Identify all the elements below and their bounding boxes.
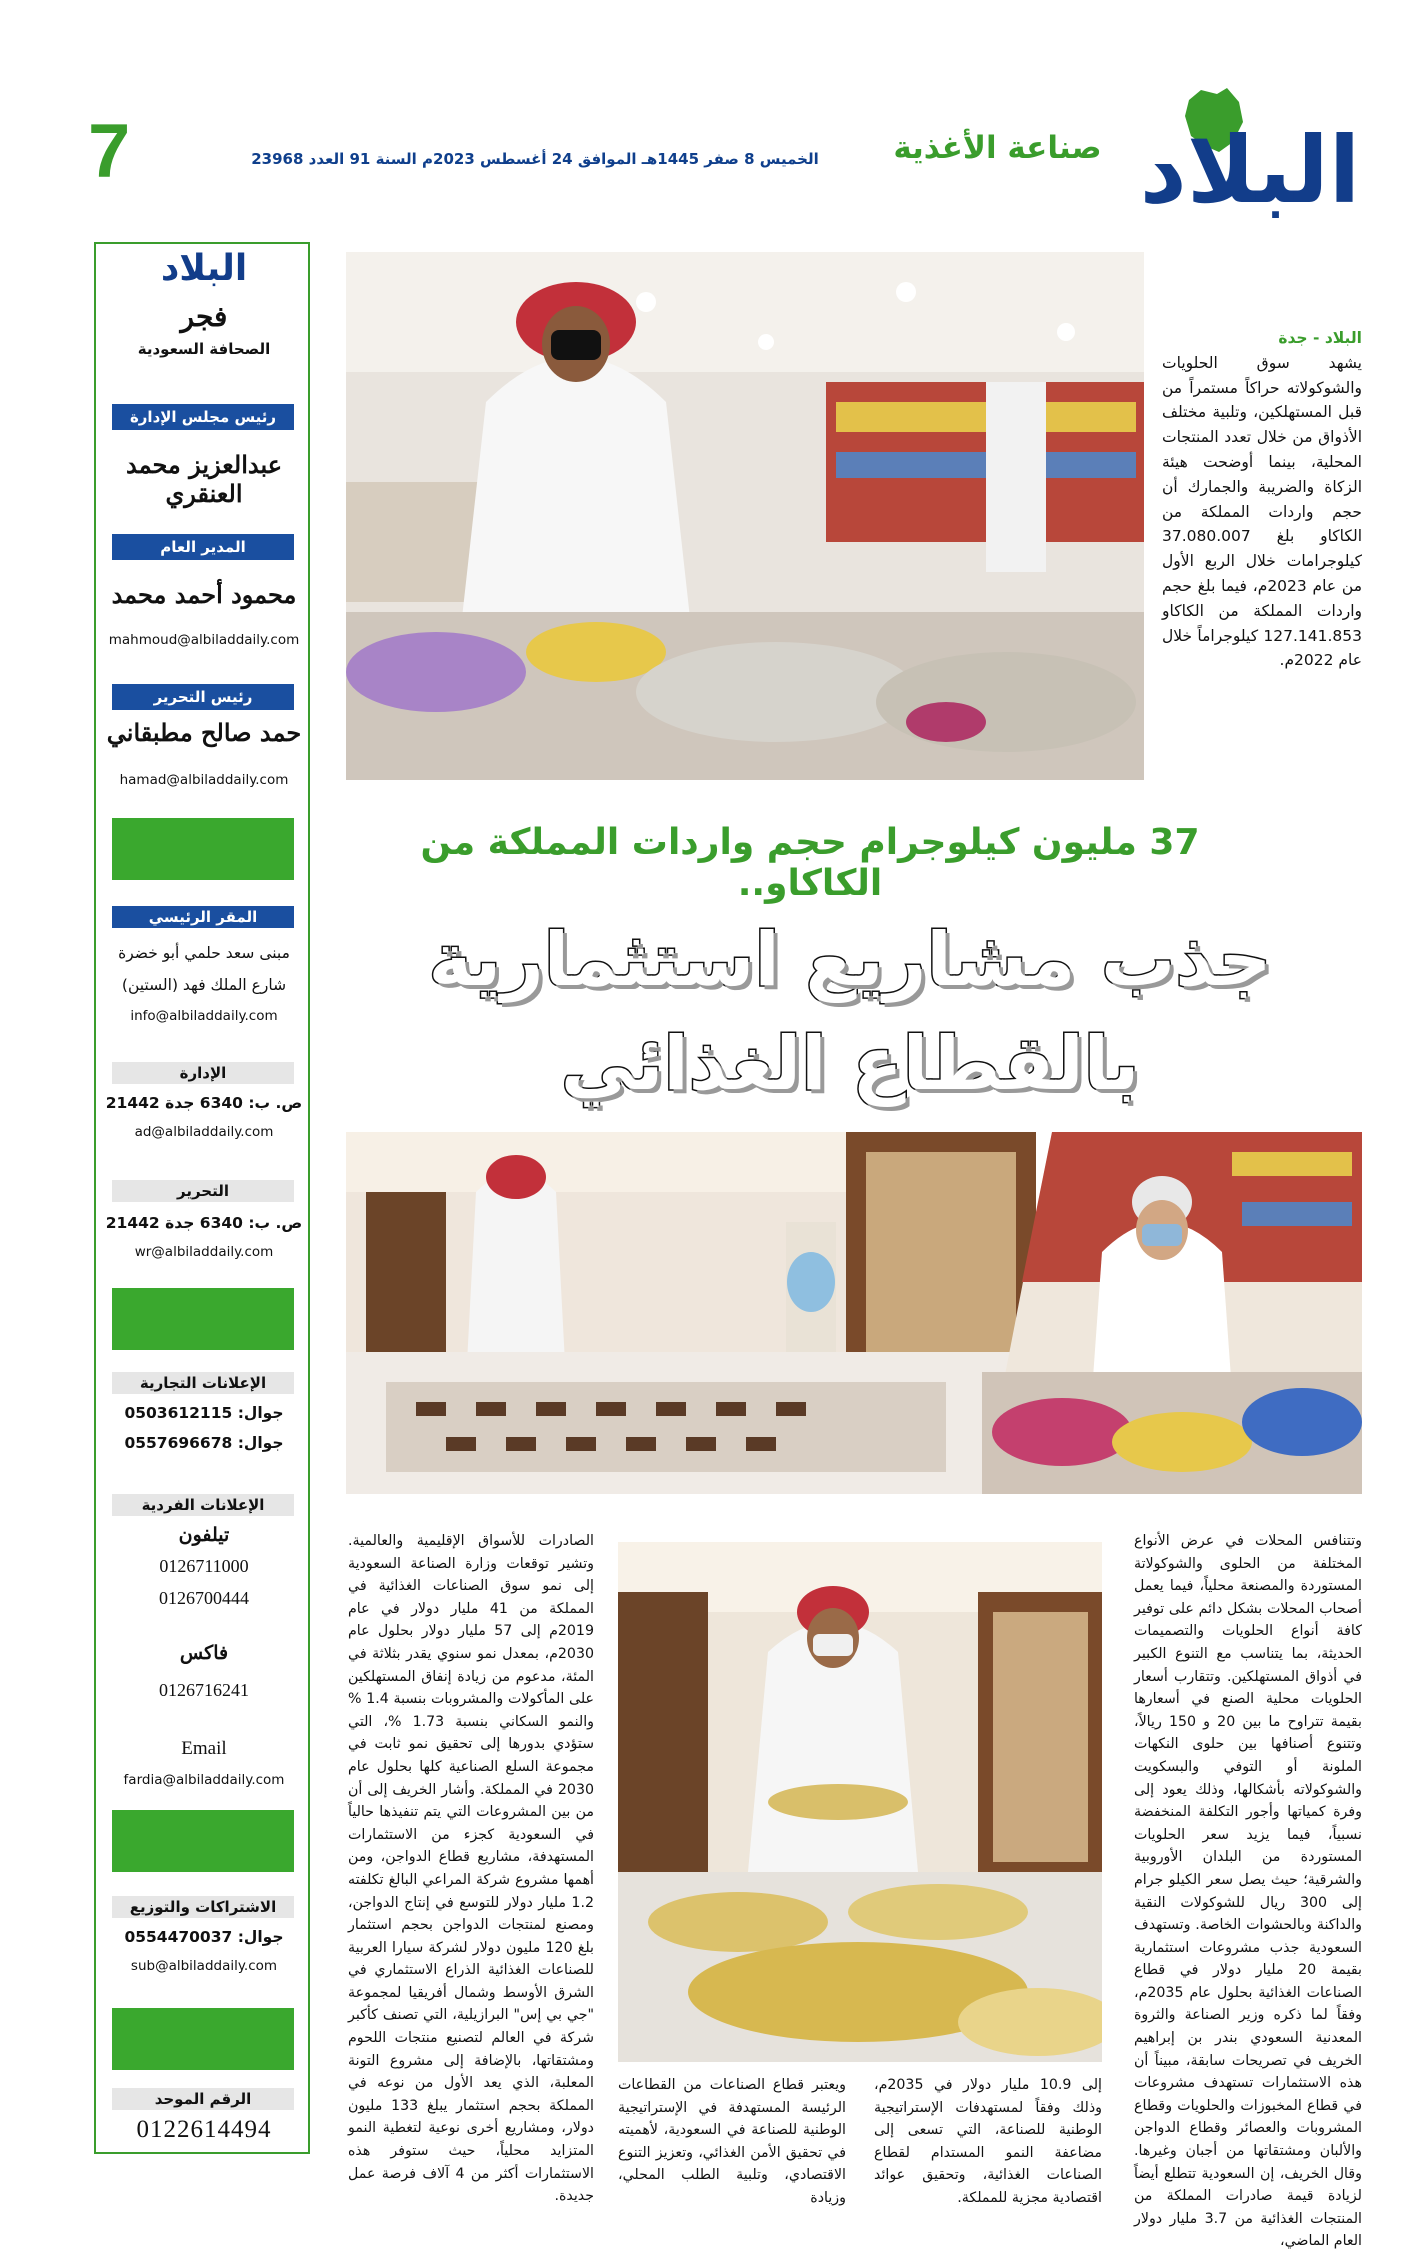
administration-pobox: ص. ب: 6340 جدة 21442 (105, 1094, 303, 1112)
main-headline-line2: بالقطاع الغذائي (560, 1021, 1140, 1107)
main-headline (390, 908, 1310, 1116)
main-headline-line1: جذب مشاريع استثمارية (428, 917, 1272, 1003)
green-block (112, 1288, 294, 1350)
headquarters-label: المقر الرئيسي (112, 906, 294, 928)
administration-label: الإدارة (112, 1062, 294, 1084)
telephone-number-2: 0126700444 (159, 1588, 249, 1608)
editor-in-chief-label: رئيس التحرير (112, 684, 294, 710)
chairman-name: عبدالعزيز محمد العنقري (125, 450, 283, 508)
email-label: Email (181, 1738, 227, 1759)
subscriptions-label: الاشتراكات والتوزيع (112, 1896, 294, 1918)
section-title: صناعة الأغذية (893, 130, 1102, 166)
headquarters-email: info@albiladdaily.com (130, 1008, 278, 1024)
unified-number-label: الرقم الموحد (112, 2088, 294, 2110)
article-column-mid-right (874, 2074, 1102, 2212)
commercial-ads-mobile2: جوال: 0557696678 (124, 1434, 284, 1452)
sidebar-press-label: الصحافة السعودية (137, 340, 271, 358)
intro-paragraph (1162, 326, 1362, 673)
editor-in-chief-name: حمد صالح مطبقاني (106, 718, 302, 747)
editorial-label: التحرير (112, 1180, 294, 1202)
general-manager-email: mahmoud@albiladdaily.com (108, 632, 300, 648)
commercial-ads-mobile1: جوال: 0503612115 (124, 1404, 284, 1422)
editorial-pobox: ص. ب: 6340 جدة 21442 (105, 1214, 303, 1232)
unified-number: 0122614494 (136, 2116, 272, 2143)
editorial-email: wr@albiladdaily.com (134, 1244, 274, 1260)
administration-email: ad@albiladdaily.com (134, 1124, 274, 1140)
article-column-left (348, 1530, 594, 2210)
headquarters-line1: مبنى سعد حلمي أبو خضرة (118, 944, 290, 962)
photo-man-with-trays (618, 1542, 1102, 2062)
photo-man-selecting-sweets (346, 252, 1144, 780)
photo-man-arranging-candy (982, 1132, 1362, 1494)
article-column-mid-right-text: إلى 10.9 مليار دولار في 2035م، وذلك وفقاً لمستهدفات الإستراتيجية الوطنية للصناعة، التي تسعى إلى مضاعفة النمو المستدام لقطاع الصناعات الغذائية، وتحقيق عوائد اقتصادية مجزية للمملكة. (874, 2077, 1102, 2206)
article-column-left-text: الصادرات للأسواق الإقليمية والعالمية. وتشير توقعات وزارة الصناعة السعودية إلى نمو سوق الصناعات الغذائية في المملكة من 41 مليار دولار في عام 2019م إلى 57 مليار دولار بحلول عام 2030م، بمعدل نمو سنوي يقدر بثلاثة في المئة، مدعوم من زيادة إنفاق المستهلكين على المأكولات والمشروبات بنسبة 1.4 % والنمو السكاني بنسبة 1.73 %، التي ستؤدي بدورها إلى تحقيق نمو ثابت في مجموعة السلع الصناعية كلها بحلول عام 2030 في المملكة. وأشار الخريف إلى أن من بين المشروعات التي يتم تنفيذها حالياً في السعودية كجزء من الاستثمارات المستهدفة، مشاريع قطاع الدواجن، ومن أهمها مشروع شركة المراعي البالغ تكلفته 1.2 مليار دولار للتوسع في إنتاج الدواجن، ومصنع لمنتجات الدواجن بحجم استثمار بلغ 120 مليون دولار لشركة سيارا العربية للصناعات الغذائية الذراع الاستثماري في الشرق الأوسط وشمال أفريقيا لمجموعة "جي بي إس" البرازيلية، التي تصنف كأكبر شركة في العالم لتصنيع منتجات اللحوم ومشتقاتها، بالإضافة إلى مشروع التونة المعلبة، الذي يعد الأول من نوعه في المملكة بحجم استثمار يبلغ 133 مليون دولار، ومشاريع أخرى نوعية لتغطية النمو المتزايد محلياً، حيث ستوفر هذه الاستثمارات أكثر من 4 آلاف فرصة عمل جديدة. (348, 1533, 595, 2205)
article-column-mid-left-text: ويعتبر قطاع الصناعات من القطاعات الرئيسة المستهدفة في الإستراتيجية الوطنية للصناعة في السعودية، لأهميته في تحقيق الأمن الغذائي، وتعزيز التنوع الاقتصادي، وتلبية الطلب المحلي، وزيادة (618, 2077, 846, 2206)
masthead-logo (1125, 86, 1375, 236)
sidebar-logo: البلاد (160, 248, 248, 289)
issue-date-line: الخميس 8 صفر 1445هـ الموافق 24 أغسطس 2023م السنة 91 العدد 23968 (251, 150, 819, 168)
individual-ads-label: الإعلانات الفردية (112, 1494, 294, 1516)
telephone-label: تيلفون (178, 1525, 230, 1546)
sidebar-fajr: فجر (180, 300, 228, 333)
green-block (112, 2008, 294, 2070)
intro-text: يشهد سوق الحلويات والشوكولاته حراكاً مستمراً من قبل المستهلكين، وتلبية مختلف الأذواق من خلال تعدد المنتجات المحلية، بينما أوضحت هيئة الزكاة والضريبة والجمارك أن حجم واردات المملكة من الكاكاو بلغ 37.080.007 كيلوجرامات خلال الربع الأول من عام 2023م، فيما بلغ حجم واردات المملكة من الكاكاو 127.141.853 كيلوجراماً خلال عام 2022م. (1162, 353, 1362, 670)
green-block (112, 818, 294, 880)
telephone-number-1: 0126711000 (159, 1556, 249, 1576)
fax-number: 0126716241 (159, 1680, 249, 1700)
subscriptions-email: sub@albiladdaily.com (130, 1958, 278, 1974)
kicker-headline: 37 مليون كيلوجرام حجم واردات المملكة من الكاكاو.. (420, 822, 1200, 904)
general-manager-label: المدير العام (112, 534, 294, 560)
headquarters-line2: شارع الملك فهد (الستين) (121, 976, 287, 994)
article-column-mid-left (618, 2074, 846, 2212)
photo-shop-interior (346, 1132, 1036, 1494)
general-manager-name: محمود أحمد محمد (111, 580, 297, 609)
masthead-logo-text: البلاد (1139, 117, 1361, 224)
green-block (112, 1810, 294, 1872)
subscriptions-mobile: جوال: 0554470037 (124, 1928, 284, 1946)
editor-in-chief-email: hamad@albiladdaily.com (119, 772, 289, 788)
commercial-ads-label: الإعلانات التجارية (112, 1372, 294, 1394)
intro-source: البلاد - جدة (1278, 329, 1362, 347)
email-address: fardia@albiladdaily.com (123, 1772, 285, 1788)
page-number: 7 (88, 109, 131, 194)
article-column-right (1134, 1530, 1362, 2252)
masthead-sidebar (94, 242, 310, 2154)
fax-label: فاكس (179, 1643, 229, 1664)
article-column-right-text: وتتنافس المحلات في عرض الأنواع المختلفة من الحلوى والشوكولاتة المستوردة والمصنعة محلياً، فيما يعمل أصحاب المحلات بشكل دائم على توفير كافة أنواع الحلويات والتصميمات الحديثة، بما يتناسب مع التنوع الكبير في أذواق المستهلكين. وتتقارب أسعار الحلويات محلية الصنع في أسعارها بقيمة تتراوح ما بين 20 و 150 ريالاً، وتتنوع أصنافها بين حلوى النكهات الملونة أو التوفي والبسكويت والشوكولاته بأشكالها، وذلك يعود إلى وفرة كمياتها وأجور التكلفة المنخفضة نسبياً، فيما يزيد سعر الحلويات المستوردة من البلدان الأوروبية والشرقية؛ حيث يصل سعر الكيلو جرام إلى 300 ريال للشوكولات النقية والداكنة وبالحشوات الخاصة. وتستهدف السعودية جذب مشروعات استثمارية بقيمة 20 مليار دولار في قطاع الصناعات الغذائية بحلول عام 2035م، وفقاً لما ذكره وزير الصناعة والثروة المعدنية السعودي بندر بن إبراهيم الخريف في تصريحات سابقة، مبيناً أن هذه الاستثمارات تستهدف مشروعات في قطاع المخبوزات والحلويات وقطاع المشروبات والعصائر وقطاع الدواجن والألبان ومشتقاتها من أجبان وغيرها. وقال الخريف، إن السعودية تتطلع أيضاً لزيادة قيمة صادرات المملكة من المنتجات الغذائية من 3.7 مليار دولار العام الماضي، (1134, 1533, 1362, 2250)
chairman-label: رئيس مجلس الإدارة (112, 404, 294, 430)
